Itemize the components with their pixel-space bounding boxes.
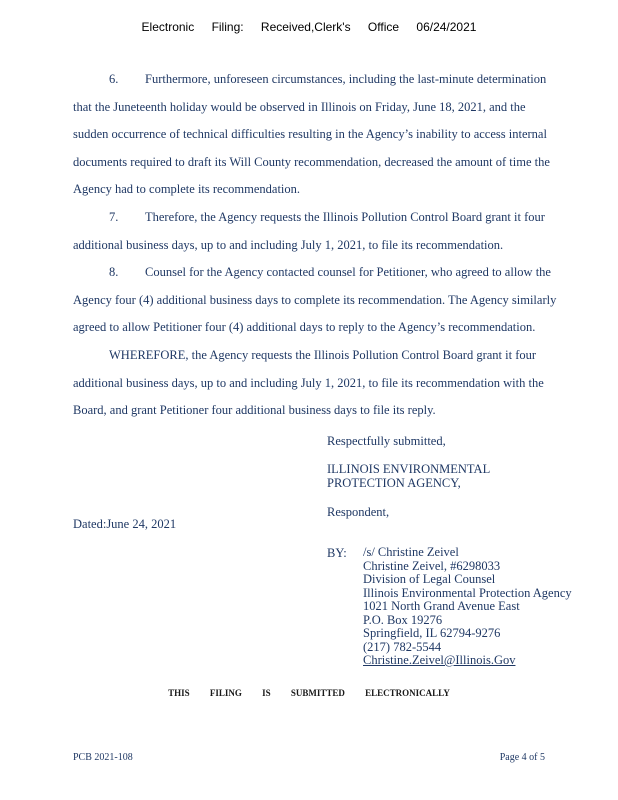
filing-stamp-header [0, 20, 618, 34]
wherefore-paragraph [73, 342, 563, 425]
dated-line: Dated:June 24, 2021 [73, 517, 177, 531]
division-name: Division of Legal Counsel [363, 572, 496, 586]
paragraph-6 [73, 66, 563, 204]
page-number: Page 4 of 5 [499, 752, 545, 763]
paragraph-7-text: Therefore, the Agency requests the Illinois Pollution Control Board grant it four additional business days, up to and including July 1, 2021, to file its recommendation. [73, 210, 545, 252]
attorney-name: Christine Zeivel, #6298033 [363, 558, 501, 573]
agency-full-name: Illinois Environmental Protection Agency [363, 585, 572, 600]
paragraph-8 [73, 259, 563, 342]
paragraph-6-number: 6. [109, 72, 119, 86]
wherefore-text: WHEREFORE, the Agency requests the Illinois Pollution Control Board grant it four additional business days, up to and including July 1, 2021, to file its recommendation with the Board, and grant Petitioner four additional business days to file its reply. [73, 348, 544, 417]
email-link[interactable]: Christine.Zeivel@Illinois.Gov [363, 653, 516, 667]
city-state-zip: Springfield, IL 62794-9276 [363, 626, 501, 640]
submitted-electronically-notice: THIS FILING IS SUBMITTED ELECTRONICALLY [168, 688, 450, 698]
agency-name-line2: PROTECTION AGENCY, [327, 476, 461, 490]
header-office: Office [367, 20, 400, 34]
paragraph-8-text: Counsel for the Agency contacted counsel for Petitioner, who agreed to allow the Agency four (4) additional business days to complete its recommendation. The Agency similarly agreed to allow Petitioner four (4) additional days to reply to the Agency’s recommendation. [73, 265, 557, 334]
by-label: BY: [327, 546, 347, 560]
header-filing: Filing: [211, 20, 244, 34]
electronic-signature: /s/ Christine Zeivel [363, 545, 459, 559]
respondent-label: Respondent, [327, 505, 390, 519]
paragraph-7-number: 7. [109, 210, 119, 224]
paragraph-6-text: Furthermore, unforeseen circumstances, including the last-minute determination that the Juneteenth holiday would be observed in Illinois on Friday, June 18, 2021, and the sudden occurrence of technical difficulties resulting in the Agency’s inability to access internal documents required to draft its Will County recommendation, decreased the amount of time the Agency had to complete its recommendation. [73, 72, 550, 196]
phone-number: (217) 782-5544 [363, 639, 442, 654]
paragraph-7 [73, 204, 563, 259]
header-date: 06/24/2021 [416, 20, 477, 34]
street-address: 1021 North Grand Avenue East [363, 599, 520, 613]
header-received: Received,Clerk's [260, 20, 351, 34]
header-electronic: Electronic [141, 20, 195, 34]
paragraph-8-number: 8. [109, 265, 119, 279]
agency-name [327, 462, 490, 490]
case-number: PCB 2021-108 [73, 752, 133, 763]
signature-block [363, 546, 572, 668]
po-box: P.O. Box 19276 [363, 612, 443, 627]
closing-line: Respectfully submitted, [327, 434, 446, 448]
agency-name-line1: ILLINOIS ENVIRONMENTAL [327, 462, 491, 476]
